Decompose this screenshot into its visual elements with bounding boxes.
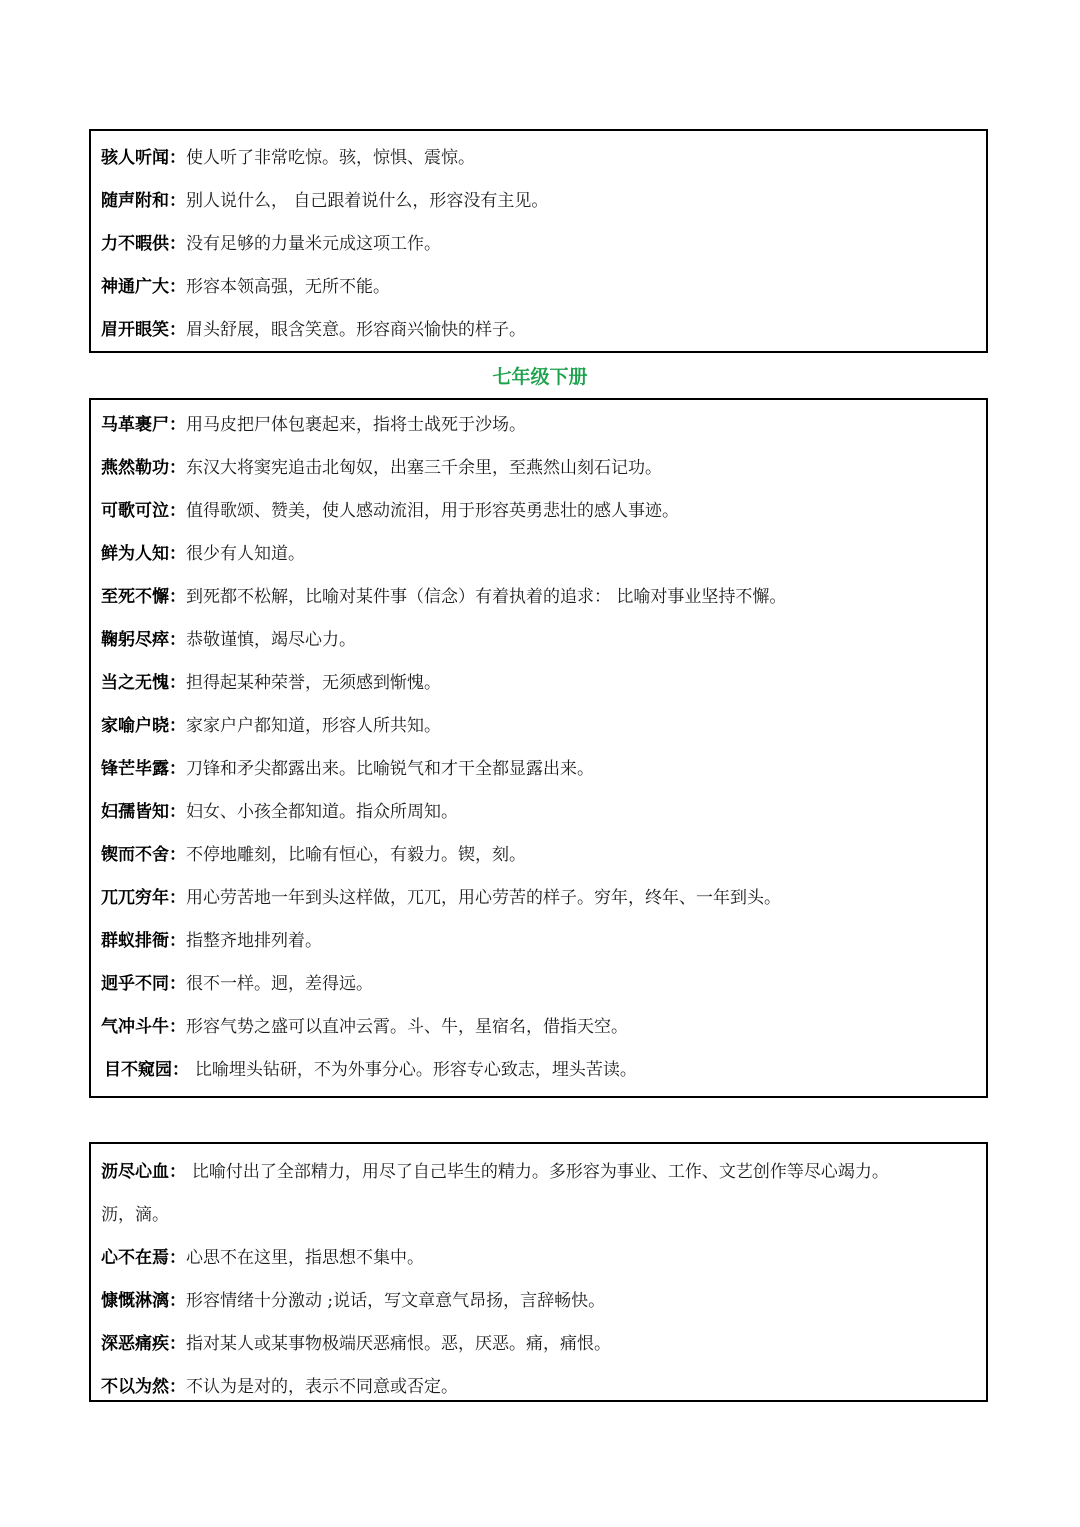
idiom-term: 妇孺皆知 xyxy=(101,802,169,822)
idiom-definition: 心思不在这里，指思想不集中。 xyxy=(186,1248,424,1268)
idiom-box-3 xyxy=(89,1142,988,1402)
idiom-entry xyxy=(101,180,976,223)
term-separator: ： xyxy=(169,673,186,693)
idiom-term: 沥尽心血 xyxy=(101,1162,169,1182)
idiom-term: 锋芒毕露 xyxy=(101,759,169,779)
idiom-entry xyxy=(101,137,976,180)
idiom-term: 力不暇供 xyxy=(101,234,169,254)
idiom-entry xyxy=(101,1049,976,1092)
idiom-definition: 到死都不松解，比喻对某件事（信念）有着执着的追求： 比喻对事业坚持不懈。 xyxy=(186,587,787,607)
idiom-definition: 形容气势之盛可以直冲云霄。斗、牛，星宿名，借指天空。 xyxy=(186,1017,628,1037)
idiom-entry xyxy=(101,1280,976,1323)
idiom-term: 锲而不舍 xyxy=(101,845,169,865)
idiom-entry xyxy=(101,1323,976,1366)
idiom-entry xyxy=(101,404,976,447)
term-separator: ： xyxy=(169,845,186,865)
idiom-definition: 比喻付出了全部精力，用尽了自己毕生的精力。多形容为事业、工作、文艺创作等尽心竭力。 xyxy=(191,1162,889,1182)
idiom-definition: 形容情绪十分激动 ;说话，写文章意气昂扬，言辞畅快。 xyxy=(186,1291,606,1311)
term-separator: ： xyxy=(169,277,186,297)
term-separator: ： xyxy=(172,1060,195,1080)
idiom-definition: 很少有人知道。 xyxy=(186,544,305,564)
idiom-entry xyxy=(101,791,976,834)
idiom-definition: 值得歌颂、赞美，使人感动流泪，用于形容英勇悲壮的感人事迹。 xyxy=(186,501,679,521)
idiom-entry xyxy=(101,266,976,309)
idiom-entry xyxy=(101,1006,976,1049)
idiom-entry xyxy=(101,309,976,352)
term-separator: ： xyxy=(169,415,186,435)
idiom-term: 眉开眼笑 xyxy=(101,320,169,340)
section-title: 七年级下册 xyxy=(492,366,588,388)
term-separator: ： xyxy=(169,888,186,908)
idiom-term: 兀兀穷年 xyxy=(101,888,169,908)
idiom-definition: 妇女、小孩全都知道。指众所周知。 xyxy=(186,802,458,822)
idiom-term: 慷慨淋漓 xyxy=(101,1291,169,1311)
idiom-term: 燕然勒功 xyxy=(101,458,169,478)
idiom-term: 鲜为人知 xyxy=(101,544,169,564)
term-separator: ： xyxy=(169,1291,186,1311)
idiom-term: 神通广大 xyxy=(101,277,169,297)
idiom-definition: 指整齐地排列着。 xyxy=(186,931,322,951)
idiom-entry xyxy=(101,920,976,963)
idiom-term: 当之无愧 xyxy=(101,673,169,693)
term-separator: ： xyxy=(169,931,186,951)
term-separator: ： xyxy=(169,148,186,168)
term-separator: ： xyxy=(169,587,186,607)
idiom-box-2 xyxy=(89,398,988,1098)
term-separator: ： xyxy=(169,501,186,521)
term-separator: ： xyxy=(169,716,186,736)
idiom-definition: 不停地雕刻，比喻有恒心，有毅力。锲，刻。 xyxy=(186,845,526,865)
idiom-definition: 家家户户都知道，形容人所共知。 xyxy=(186,716,441,736)
term-separator: ： xyxy=(169,630,186,650)
term-separator: ： xyxy=(169,458,186,478)
term-separator: ： xyxy=(169,1248,186,1268)
term-separator: ： xyxy=(169,974,186,994)
idiom-term: 气冲斗牛 xyxy=(101,1017,169,1037)
idiom-entry xyxy=(101,447,976,490)
idiom-term: 深恶痛疾 xyxy=(101,1334,169,1354)
idiom-definition: 别人说什么， 自己跟着说什么，形容没有主见。 xyxy=(186,191,549,211)
idiom-entry xyxy=(101,705,976,748)
term-separator: ： xyxy=(169,759,186,779)
idiom-definition: 形容本领高强，无所不能。 xyxy=(186,277,390,297)
idiom-entry xyxy=(101,533,976,576)
idiom-entry xyxy=(101,834,976,877)
idiom-entry xyxy=(101,748,976,791)
idiom-term: 迥乎不同 xyxy=(101,974,169,994)
term-separator: ： xyxy=(169,544,186,564)
term-separator: ： xyxy=(169,1377,186,1397)
idiom-term: 不以为然 xyxy=(101,1377,169,1397)
idiom-term: 随声附和 xyxy=(101,191,169,211)
term-separator: ： xyxy=(169,234,186,254)
idiom-entry xyxy=(101,490,976,533)
term-separator: ： xyxy=(169,1162,192,1182)
idiom-term: 目不窥园 xyxy=(104,1060,172,1080)
term-separator: ： xyxy=(169,320,186,340)
idiom-entry xyxy=(101,576,976,619)
idiom-definition: 用心劳苦地一年到头这样做，兀兀，用心劳苦的样子。穷年，终年、一年到头。 xyxy=(186,888,781,908)
idiom-term: 可歌可泣 xyxy=(101,501,169,521)
idiom-definition: 眉头舒展，眼含笑意。形容商兴愉快的样子。 xyxy=(186,320,526,340)
idiom-term: 骇人听闻 xyxy=(101,148,169,168)
term-separator: ： xyxy=(169,802,186,822)
idiom-definition: 很不一样。迥，差得远。 xyxy=(186,974,373,994)
idiom-definition: 恭敬谨慎，竭尽心力。 xyxy=(186,630,356,650)
idiom-entry xyxy=(101,1237,976,1280)
idiom-term: 马革裹尸 xyxy=(101,415,169,435)
idiom-definition-continued: 沥，滴。 xyxy=(101,1205,169,1225)
idiom-definition: 使人听了非常吃惊。骇，惊惧、震惊。 xyxy=(186,148,475,168)
term-separator: ： xyxy=(169,191,186,211)
idiom-entry xyxy=(101,223,976,266)
term-separator: ： xyxy=(169,1017,186,1037)
idiom-definition: 用马皮把尸体包裹起来，指将士战死于沙场。 xyxy=(186,415,526,435)
idiom-definition: 不认为是对的，表示不同意或否定。 xyxy=(186,1377,458,1397)
term-separator: ： xyxy=(169,1334,186,1354)
idiom-box-1 xyxy=(89,129,988,353)
idiom-entry xyxy=(101,1366,976,1409)
idiom-term: 家喻户晓 xyxy=(101,716,169,736)
idiom-definition: 担得起某种荣誉，无须感到惭愧。 xyxy=(186,673,441,693)
idiom-term: 心不在焉 xyxy=(101,1248,169,1268)
idiom-entry xyxy=(101,877,976,920)
idiom-definition: 东汉大将窦宪追击北匈奴，出塞三千余里，至燕然山刻石记功。 xyxy=(186,458,662,478)
idiom-definition: 指对某人或某事物极端厌恶痛恨。恶，厌恶。痛，痛恨。 xyxy=(186,1334,611,1354)
idiom-entry xyxy=(101,1151,976,1194)
idiom-definition: 没有足够的力量米元成这项工作。 xyxy=(186,234,441,254)
idiom-term: 至死不懈 xyxy=(101,587,169,607)
idiom-entry xyxy=(101,619,976,662)
idiom-entry xyxy=(101,963,976,1006)
idiom-definition: 比喻埋头钻研，不为外事分心。形容专心致志，埋头苦读。 xyxy=(194,1060,637,1080)
idiom-term: 群蚁排衙 xyxy=(101,931,169,951)
idiom-entry xyxy=(101,662,976,705)
idiom-term: 鞠躬尽瘁 xyxy=(101,630,169,650)
idiom-definition: 刀锋和矛尖都露出来。比喻锐气和才干全都显露出来。 xyxy=(186,759,594,779)
